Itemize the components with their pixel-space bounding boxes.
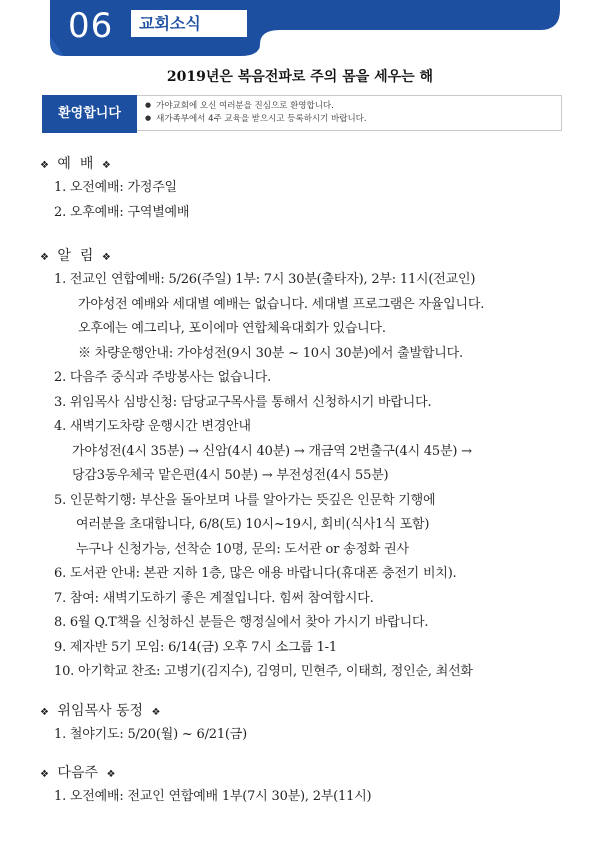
section-number: 06	[68, 6, 114, 46]
diamond-icon: ❖	[40, 769, 49, 780]
list-item: 10. 아기학교 찬조: 고병기(김지수), 김영미, 민현주, 이태희, 정인순, 최선화	[54, 664, 473, 679]
welcome-label: 환영합니다	[42, 95, 137, 133]
list-item: 8. 6월 Q.T책을 신청하신 분들은 행정실에서 찾아 가시기 바랍니다.	[54, 615, 429, 630]
spacer	[40, 685, 580, 699]
bulletin-content	[40, 152, 580, 810]
list-item: 여러분을 초대합니다, 6/8(토) 10시~19시, 회비(식사1식 포함)	[76, 517, 430, 532]
list-item: 3. 위임목사 심방신청: 담당교구목사를 통해서 신청하시기 바랍니다.	[54, 394, 432, 410]
diamond-icon: ❖	[106, 769, 116, 780]
list-item: 1. 전교인 연합예배: 5/26(주일) 1부: 7시 30분(출타자), 2부: 11시(전교인)	[54, 272, 476, 287]
list-item: 1. 철야기도: 5/20(월) ~ 6/21(금)	[54, 726, 248, 742]
notices-heading: ❖ 알 림 ❖	[40, 248, 111, 264]
list-item: 6. 도서관 안내: 본관 지하 1층, 많은 애용 바랍니다(휴대폰 충전기 비치).	[54, 566, 457, 581]
diamond-icon: ❖	[101, 160, 111, 171]
list-item: 4. 새벽기도차량 운행시간 변경안내	[54, 419, 251, 434]
welcome-item: ● 새가족부에서 4주 교육을 받으시고 등록하시기 바랍니다.	[145, 113, 561, 126]
diamond-icon: ❖	[101, 252, 111, 263]
list-item: 오후에는 예그리나, 포이에마 연합체육대회가 있습니다.	[78, 321, 386, 336]
list-item: 5. 인문학기행: 부산을 돌아보며 나를 알아가는 뜻깊은 인문학 기행에	[54, 492, 436, 508]
diamond-icon: ❖	[40, 160, 49, 171]
list-item: 누구나 신청가능, 선착순 10명, 문의: 도서관 or 송정화 권사	[76, 541, 409, 557]
diamond-icon: ❖	[40, 252, 49, 263]
spacer	[40, 225, 580, 244]
list-item: ※ 차량운행안내: 가야성전(9시 30분 ~ 10시 30분)에서 출발합니다.	[78, 345, 463, 361]
spacer	[40, 747, 580, 761]
list-item: 가야성전(4시 35분) → 신암(4시 40분) → 개금역 2번출구(4시 45분) →	[72, 443, 472, 459]
section-header	[50, 0, 560, 56]
header-banner-shape	[50, 0, 560, 56]
list-item: 1. 오전예배: 가정주일	[54, 180, 177, 195]
list-item: 2. 오후예배: 구역별예배	[54, 204, 190, 220]
welcome-box	[42, 95, 562, 133]
pastor-heading: ❖ 위임목사 동정 ❖	[40, 702, 161, 719]
list-item: 1. 오전예배: 전교인 연합예배 1부(7시 30분), 2부(11시)	[54, 789, 372, 804]
list-item: 9. 제자반 5기 모임: 6/14(금) 오후 7시 소그룹 1-1	[54, 639, 337, 655]
diamond-icon: ❖	[40, 706, 49, 718]
list-item: 가야성전 예배와 세대별 예배는 없습니다. 세대별 프로그램은 자율입니다.	[78, 296, 485, 312]
welcome-item: ● 가야교회에 오신 여러분을 진심으로 환영합니다.	[145, 100, 561, 113]
diamond-icon: ❖	[151, 706, 161, 718]
section-title: 교회소식	[131, 10, 247, 37]
welcome-body	[137, 95, 562, 131]
worship-heading: ❖ 예 배 ❖	[40, 156, 111, 172]
list-item: 2. 다음주 중식과 주방봉사는 없습니다.	[54, 370, 272, 385]
page-headline: 2019년은 복음전파로 주의 몸을 세우는 해	[166, 69, 434, 85]
list-item: 당감3동우체국 맡은편(4시 50분) → 부전성전(4시 55분)	[72, 468, 389, 483]
list-item: 7. 참여: 새벽기도하기 좋은 계절입니다. 힘써 참여합시다.	[54, 590, 374, 606]
next-week-heading: ❖ 다음주 ❖	[40, 765, 116, 781]
